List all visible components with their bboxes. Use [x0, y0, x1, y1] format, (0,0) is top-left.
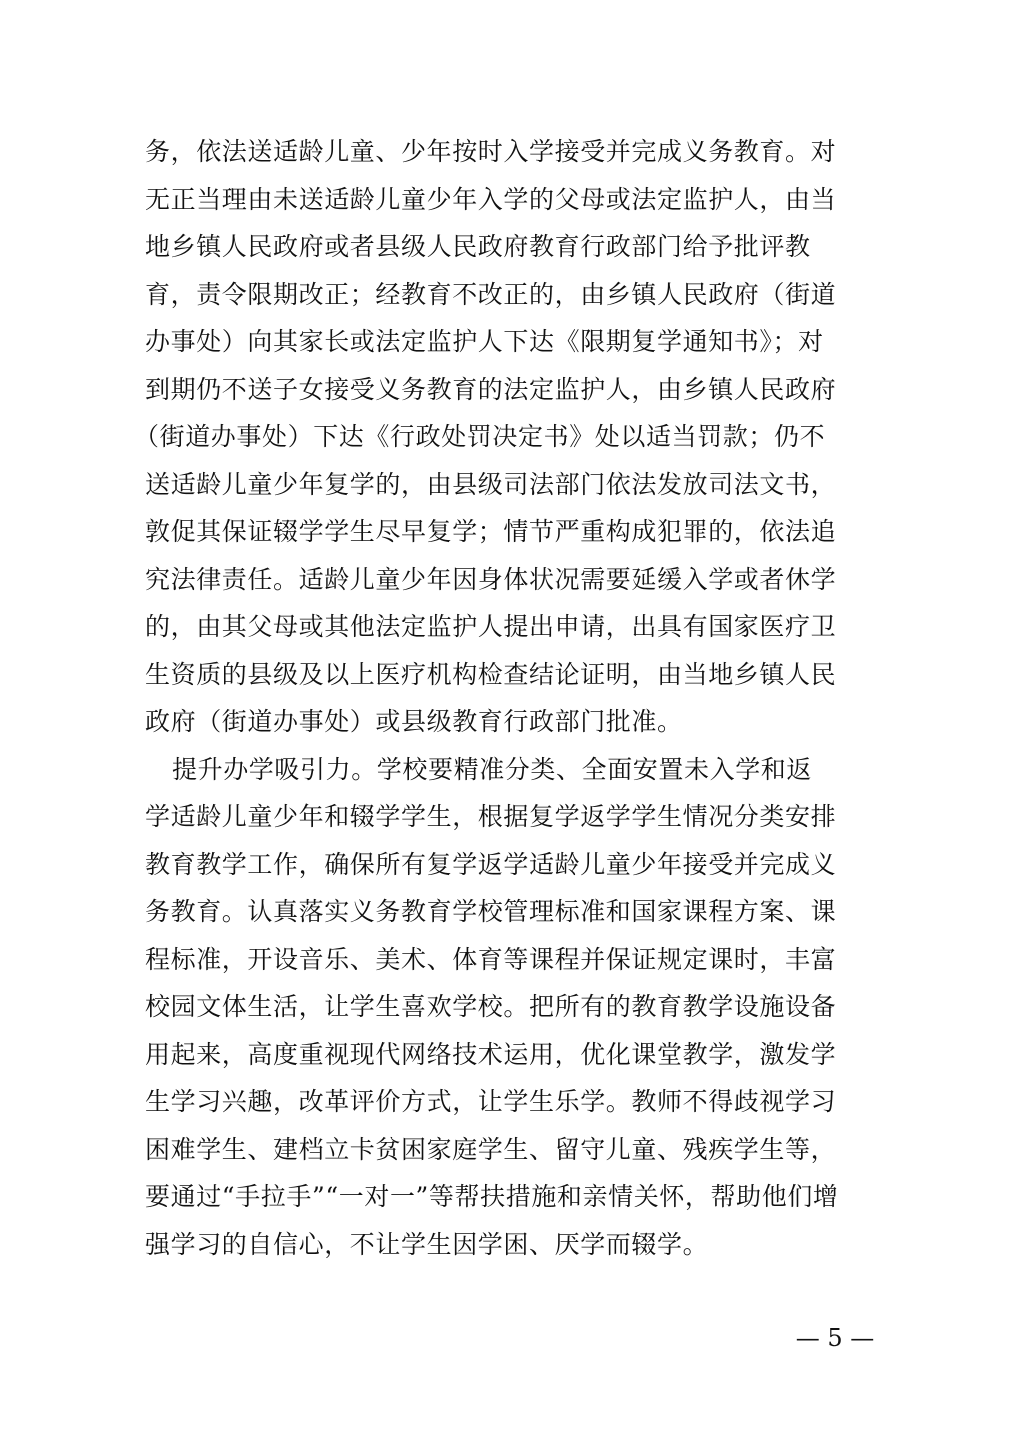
- text-line: 育，责令限期改正；经教育不改正的，由乡镇人民政府（街道: [145, 279, 837, 309]
- text-line: 地乡镇人民政府或者县级人民政府教育行政部门给予批评教: [145, 232, 811, 261]
- text-line: （街道办事处）下达《行政处罚决定书》处以适当罚款；仍不: [134, 422, 826, 451]
- text-line: 敦促其保证辍学学生尽早复学；情节严重构成犯罪的，依法追: [145, 517, 837, 546]
- text-line: 用起来，高度重视现代网络技术运用，优化课堂教学，激发学: [145, 1039, 837, 1069]
- text-line: 办事处）向其家长或法定监护人下达《限期复学通知书》；对: [145, 327, 824, 356]
- paragraph-first-line: 提升办学吸引力。学校要精准分类、全面安置未入学和返: [172, 754, 813, 784]
- text-line: 究法律责任。适龄儿童少年因身体状况需要延缓入学或者休学: [145, 564, 837, 594]
- text-line: 务教育。认真落实义务教育学校管理标准和国家课程方案、课: [145, 897, 837, 926]
- text-line: 无正当理由未送适龄儿童少年入学的父母或法定监护人，由当: [145, 184, 837, 214]
- text-line: 教育教学工作，确保所有复学返学适龄儿童少年接受并完成义: [145, 849, 837, 879]
- text-line: 学适龄儿童少年和辍学学生，根据复学返学学生情况分类安排: [145, 802, 837, 831]
- text-line: 生资质的县级及以上医疗机构检查结论证明，由当地乡镇人民: [145, 659, 837, 689]
- page-number: — 5 —: [795, 1324, 875, 1352]
- text-line: 到期仍不送子女接受义务教育的法定监护人，由乡镇人民政府: [145, 374, 837, 404]
- text-line: 要通过“手拉手”“一对一”等帮扶措施和亲情关怀，帮助他们增: [145, 1182, 839, 1211]
- text-line: 困难学生、建档立卡贫困家庭学生、留守儿童、残疾学生等，: [145, 1134, 837, 1164]
- text-line: 强学习的自信心，不让学生因学困、厌学而辍学。: [145, 1229, 709, 1259]
- text-line: 程标准，开设音乐、美术、体育等课程并保证规定课时，丰富: [145, 944, 837, 974]
- text-line: 的，由其父母或其他法定监护人提出申请，出具有国家医疗卫: [145, 612, 837, 641]
- text-line: 生学习兴趣，改革评价方式，让学生乐学。教师不得歧视学习: [145, 1087, 837, 1116]
- text-line: 送适龄儿童少年复学的，由县级司法部门依法发放司法文书，: [145, 469, 837, 499]
- text-line: 校园文体生活，让学生喜欢学校。把所有的教育教学设施设备: [145, 992, 837, 1021]
- document-body: [134, 128, 885, 1268]
- text-line: 政府（街道办事处）或县级教育行政部门批准。: [145, 707, 683, 736]
- text-line: 务，依法送适龄儿童、少年按时入学接受并完成义务教育。对: [145, 137, 837, 166]
